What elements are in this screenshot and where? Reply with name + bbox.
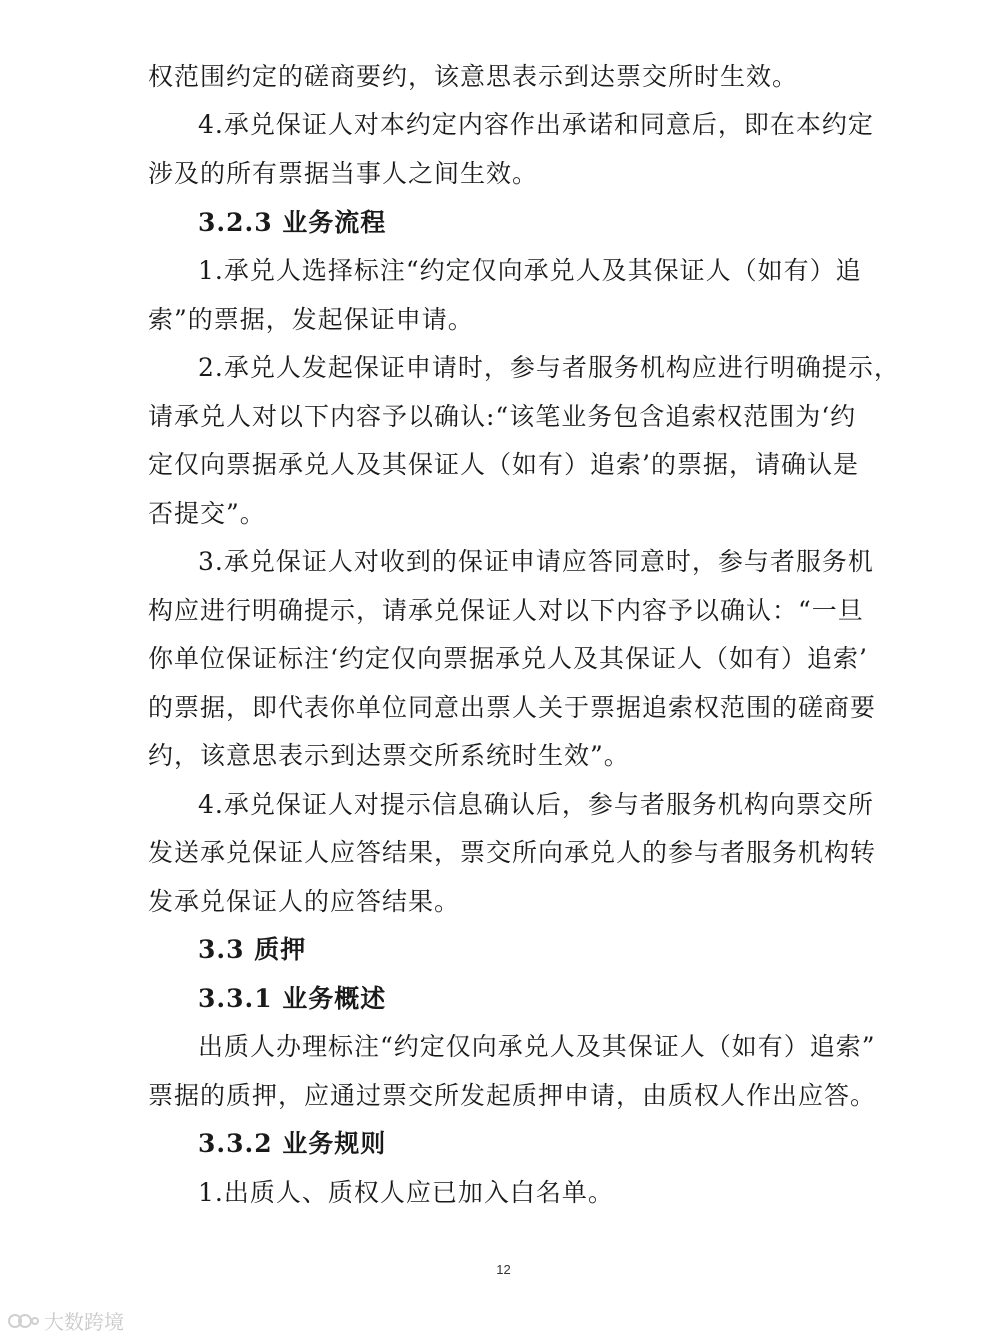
section-heading: 3.3.1 业务概述	[198, 984, 387, 1013]
text-line: 请承兑人对以下内容予以确认:“该笔业务包含追索权范围为‘约	[148, 402, 857, 431]
watermark	[6, 1306, 124, 1335]
text-line: 定仅向票据承兑人及其保证人（如有）追索’的票据，请确认是	[148, 450, 859, 479]
text-line: 索”的票据，发起保证申请。	[148, 305, 474, 334]
text-line: 4.承兑保证人对提示信息确认后，参与者服务机构向票交所	[198, 790, 874, 819]
section-heading: 3.2.3 业务流程	[198, 208, 387, 237]
text-line: 1.出质人、质权人应已加入白名单。	[198, 1178, 614, 1207]
text-line: 出质人办理标注“约定仅向承兑人及其保证人（如有）追索”	[198, 1032, 876, 1061]
text-line: 票据的质押，应通过票交所发起质押申请，由质权人作出应答。	[148, 1081, 877, 1110]
text-line: 你单位保证标注‘约定仅向票据承兑人及其保证人（如有）追索’	[148, 644, 868, 673]
text-line: 发承兑保证人的应答结果。	[148, 887, 461, 916]
text-line: 发送承兑保证人应答结果，票交所向承兑人的参与者服务机构转	[148, 838, 877, 867]
text-line: 4.承兑保证人对本约定内容作出承诺和同意后，即在本约定	[198, 110, 874, 139]
text-line: 构应进行明确提示，请承兑保证人对以下内容予以确认：“一旦	[148, 596, 864, 625]
text-line: 2.承兑人发起保证申请时，参与者服务机构应进行明确提示，	[198, 353, 900, 382]
text-line: 约，该意思表示到达票交所系统时生效”。	[148, 741, 630, 770]
text-line: 涉及的所有票据当事人之间生效。	[148, 159, 539, 188]
section-heading: 3.3.2 业务规则	[198, 1129, 387, 1158]
text-line: 权范围约定的磋商要约，该意思表示到达票交所时生效。	[148, 62, 799, 91]
page-number: 12	[496, 1262, 511, 1277]
watermark-text: 大数跨境	[44, 1310, 124, 1334]
text-line: 3.承兑保证人对收到的保证申请应答同意时，参与者服务机	[198, 547, 874, 576]
section-heading: 3.3 质押	[198, 935, 307, 964]
text-line: 否提交”。	[148, 499, 266, 528]
link-logo-icon	[6, 1310, 40, 1332]
text-line: 1.承兑人选择标注“约定仅向承兑人及其保证人（如有）追	[198, 256, 862, 285]
text-line: 的票据，即代表你单位同意出票人关于票据追索权范围的磋商要	[148, 693, 877, 722]
